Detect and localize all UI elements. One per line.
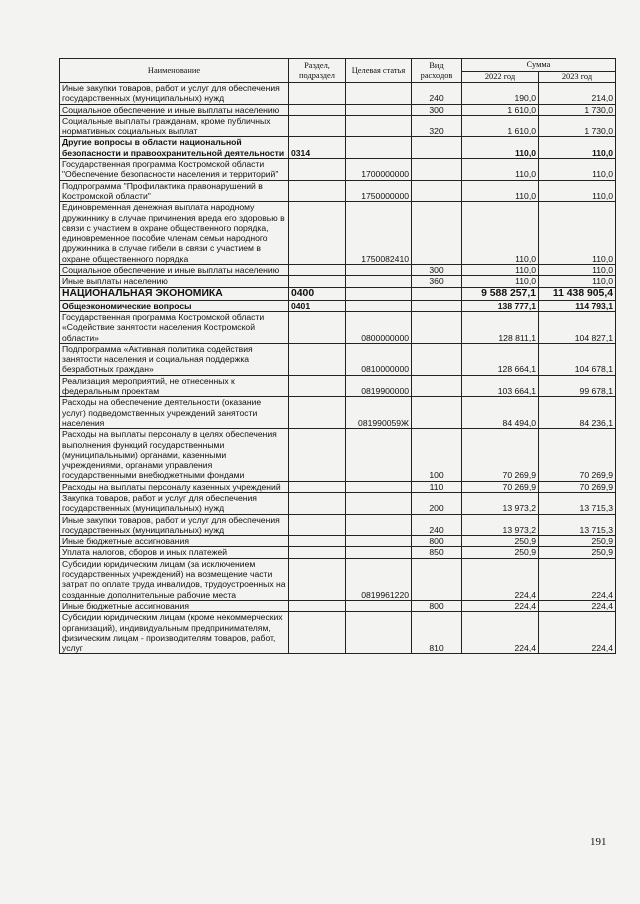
- table-row: [60, 429, 616, 481]
- row-sum-2023: 1 730,0: [539, 104, 616, 115]
- table-row: [60, 600, 616, 611]
- header-year-2022: 2022 год: [462, 72, 539, 83]
- row-sum-2022: 250,9: [462, 547, 539, 558]
- table-row: [60, 287, 616, 300]
- row-target: 1700000000: [346, 159, 412, 181]
- table-row: [60, 137, 616, 159]
- row-name: Государственная программа Костромской области "Обеспечение безопасности населения и территорий": [60, 159, 289, 181]
- row-section: 0401: [289, 300, 346, 311]
- row-kind: 360: [412, 276, 462, 287]
- row-kind: [412, 180, 462, 202]
- row-kind: 810: [412, 612, 462, 654]
- row-sum-2023: 110,0: [539, 202, 616, 265]
- row-target: [346, 287, 412, 300]
- row-sum-2022: 103 664,1: [462, 375, 539, 397]
- row-sum-2023: 1 730,0: [539, 115, 616, 137]
- row-name: Иные выплаты населению: [60, 276, 289, 287]
- table-row: [60, 492, 616, 514]
- row-target: [346, 115, 412, 137]
- row-sum-2023: 214,0: [539, 83, 616, 105]
- row-section: [289, 481, 346, 492]
- row-kind: 240: [412, 514, 462, 536]
- row-section: [289, 397, 346, 429]
- row-sum-2023: 99 678,1: [539, 375, 616, 397]
- row-sum-2023: 114 793,1: [539, 300, 616, 311]
- row-name: Субсидии юридическим лицам (кроме некоммерческих организаций), индивидуальным предпринимателям, физическим лицам - производителям товаров, работ, услуг: [60, 612, 289, 654]
- row-section: [289, 159, 346, 181]
- row-sum-2022: 110,0: [462, 159, 539, 181]
- row-sum-2023: 110,0: [539, 137, 616, 159]
- table-row: [60, 397, 616, 429]
- row-sum-2022: 128 664,1: [462, 343, 539, 375]
- row-sum-2022: 110,0: [462, 202, 539, 265]
- row-name: НАЦИОНАЛЬНАЯ ЭКОНОМИКА: [60, 287, 289, 300]
- row-sum-2022: 13 973,2: [462, 514, 539, 536]
- row-kind: [412, 287, 462, 300]
- row-kind: [412, 202, 462, 265]
- row-section: [289, 83, 346, 105]
- row-name: Иные бюджетные ассигнования: [60, 536, 289, 547]
- row-kind: 300: [412, 265, 462, 276]
- row-kind: 300: [412, 104, 462, 115]
- row-section: [289, 180, 346, 202]
- row-target: [346, 514, 412, 536]
- row-kind: 800: [412, 536, 462, 547]
- row-section: [289, 600, 346, 611]
- row-sum-2022: 128 811,1: [462, 311, 539, 343]
- row-target: [346, 429, 412, 481]
- row-target: [346, 481, 412, 492]
- table-row: [60, 300, 616, 311]
- row-kind: [412, 397, 462, 429]
- row-sum-2022: 13 973,2: [462, 492, 539, 514]
- row-kind: [412, 311, 462, 343]
- header-sum: Сумма: [462, 59, 616, 72]
- row-sum-2022: 190,0: [462, 83, 539, 105]
- row-name: Закупка товаров, работ и услуг для обеспечения государственных (муниципальных) нужд: [60, 492, 289, 514]
- row-name: Социальные выплаты гражданам, кроме публичных нормативных социальных выплат: [60, 115, 289, 137]
- header-section: Раздел, подраздел: [289, 59, 346, 83]
- table-row: [60, 276, 616, 287]
- row-sum-2023: 13 715,3: [539, 492, 616, 514]
- row-target: [346, 600, 412, 611]
- row-section: 0314: [289, 137, 346, 159]
- row-sum-2022: 70 269,9: [462, 481, 539, 492]
- row-sum-2022: 224,4: [462, 612, 539, 654]
- row-section: [289, 104, 346, 115]
- page-number: 191: [590, 836, 607, 848]
- row-target: 1750082410: [346, 202, 412, 265]
- row-section: [289, 265, 346, 276]
- row-section: [289, 276, 346, 287]
- row-sum-2023: 104 678,1: [539, 343, 616, 375]
- row-target: [346, 547, 412, 558]
- table-row: [60, 375, 616, 397]
- row-sum-2022: 224,4: [462, 600, 539, 611]
- table-row: [60, 180, 616, 202]
- table-row: [60, 612, 616, 654]
- table-body: [60, 83, 616, 654]
- row-kind: [412, 137, 462, 159]
- table-row: [60, 104, 616, 115]
- row-target: [346, 104, 412, 115]
- row-target: [346, 265, 412, 276]
- row-name: Государственная программа Костромской области «Содействие занятости населения Костромской области»: [60, 311, 289, 343]
- row-section: [289, 558, 346, 600]
- row-sum-2023: 11 438 905,4: [539, 287, 616, 300]
- row-name: Иные закупки товаров, работ и услуг для обеспечения государственных (муниципальных) нужд: [60, 83, 289, 105]
- row-name: Социальное обеспечение и иные выплаты населению: [60, 265, 289, 276]
- row-section: [289, 311, 346, 343]
- row-section: [289, 429, 346, 481]
- row-name: Общеэкономические вопросы: [60, 300, 289, 311]
- row-sum-2023: 224,4: [539, 600, 616, 611]
- row-section: [289, 536, 346, 547]
- table-row: [60, 311, 616, 343]
- row-section: [289, 115, 346, 137]
- row-kind: 850: [412, 547, 462, 558]
- row-sum-2022: 110,0: [462, 180, 539, 202]
- row-sum-2023: 13 715,3: [539, 514, 616, 536]
- row-section: [289, 492, 346, 514]
- row-sum-2022: 1 610,0: [462, 104, 539, 115]
- row-name: Подпрограмма «Активная политика содействия занятости населения и социальная поддержка безработных граждан»: [60, 343, 289, 375]
- row-kind: [412, 558, 462, 600]
- row-section: [289, 612, 346, 654]
- row-section: [289, 343, 346, 375]
- row-section: [289, 514, 346, 536]
- table-header: [60, 59, 616, 83]
- table-row: [60, 547, 616, 558]
- row-name: Социальное обеспечение и иные выплаты населению: [60, 104, 289, 115]
- table-row: [60, 159, 616, 181]
- row-name: Иные закупки товаров, работ и услуг для обеспечения государственных (муниципальных) нужд: [60, 514, 289, 536]
- row-sum-2023: 250,9: [539, 547, 616, 558]
- row-name: Иные бюджетные ассигнования: [60, 600, 289, 611]
- row-sum-2023: 110,0: [539, 265, 616, 276]
- row-sum-2023: 224,4: [539, 612, 616, 654]
- row-target: 0810000000: [346, 343, 412, 375]
- header-kind: Вид расходов: [412, 59, 462, 83]
- row-sum-2022: 250,9: [462, 536, 539, 547]
- row-kind: [412, 159, 462, 181]
- row-target: 0819900000: [346, 375, 412, 397]
- row-kind: [412, 375, 462, 397]
- row-name: Подпрограмма "Профилактика правонарушений в Костромской области": [60, 180, 289, 202]
- table-row: [60, 265, 616, 276]
- row-sum-2023: 84 236,1: [539, 397, 616, 429]
- row-target: 0800000000: [346, 311, 412, 343]
- row-target: 1750000000: [346, 180, 412, 202]
- row-name: Реализация мероприятий, не отнесенных к федеральным проектам: [60, 375, 289, 397]
- row-name: Расходы на обеспечение деятельности (оказание услуг) подведомственных учреждений занятости населения: [60, 397, 289, 429]
- header-year-2023: 2023 год: [539, 72, 616, 83]
- row-sum-2022: 110,0: [462, 265, 539, 276]
- row-sum-2022: 224,4: [462, 558, 539, 600]
- row-sum-2022: 84 494,0: [462, 397, 539, 429]
- row-sum-2023: 110,0: [539, 159, 616, 181]
- row-kind: 800: [412, 600, 462, 611]
- table-row: [60, 83, 616, 105]
- row-sum-2022: 70 269,9: [462, 429, 539, 481]
- row-target: [346, 536, 412, 547]
- row-sum-2023: 224,4: [539, 558, 616, 600]
- table-row: [60, 343, 616, 375]
- row-target: [346, 137, 412, 159]
- row-sum-2023: 110,0: [539, 276, 616, 287]
- row-kind: 320: [412, 115, 462, 137]
- row-section: [289, 375, 346, 397]
- row-kind: [412, 300, 462, 311]
- row-section: [289, 547, 346, 558]
- row-section: [289, 202, 346, 265]
- header-name: Наименование: [60, 59, 289, 83]
- table-row: [60, 481, 616, 492]
- row-target: [346, 492, 412, 514]
- row-name: Субсидии юридическим лицам (за исключением государственных учреждений) на возмещение части затрат по оплате труда инвалидов, трудоустроенных на созданные дополнительные рабочие места: [60, 558, 289, 600]
- row-target: 081990059Ж: [346, 397, 412, 429]
- budget-table: [59, 58, 616, 654]
- row-sum-2023: 70 269,9: [539, 429, 616, 481]
- row-sum-2022: 110,0: [462, 276, 539, 287]
- row-kind: [412, 343, 462, 375]
- table-row: [60, 115, 616, 137]
- row-kind: 110: [412, 481, 462, 492]
- table-row: [60, 558, 616, 600]
- table-row: [60, 536, 616, 547]
- row-name: Единовременная денежная выплата народному дружиннику в случае причинения вреда его здоровью в связи с участием в охране общественного порядка, единовременное пособие членам семьи народного дружинника в случае гибели в связи с участием в охране общественного порядка: [60, 202, 289, 265]
- header-target: Целевая статья: [346, 59, 412, 83]
- row-kind: 100: [412, 429, 462, 481]
- row-target: [346, 612, 412, 654]
- row-sum-2022: 138 777,1: [462, 300, 539, 311]
- row-sum-2023: 110,0: [539, 180, 616, 202]
- row-sum-2022: 1 610,0: [462, 115, 539, 137]
- table-row: [60, 514, 616, 536]
- row-sum-2023: 70 269,9: [539, 481, 616, 492]
- row-kind: 240: [412, 83, 462, 105]
- table-row: [60, 202, 616, 265]
- row-target: [346, 276, 412, 287]
- row-sum-2022: 9 588 257,1: [462, 287, 539, 300]
- row-name: Расходы на выплаты персоналу в целях обеспечения выполнения функций государственными (муниципальными) органами, казенными учреждениями, органами управления государственными внебюджетными фондами: [60, 429, 289, 481]
- row-sum-2023: 250,9: [539, 536, 616, 547]
- row-name: Расходы на выплаты персоналу казенных учреждений: [60, 481, 289, 492]
- row-target: [346, 300, 412, 311]
- row-name: Уплата налогов, сборов и иных платежей: [60, 547, 289, 558]
- row-target: [346, 83, 412, 105]
- row-sum-2022: 110,0: [462, 137, 539, 159]
- row-name: Другие вопросы в области национальной безопасности и правоохранительной деятельности: [60, 137, 289, 159]
- row-section: 0400: [289, 287, 346, 300]
- row-target: 0819961220: [346, 558, 412, 600]
- row-sum-2023: 104 827,1: [539, 311, 616, 343]
- row-kind: 200: [412, 492, 462, 514]
